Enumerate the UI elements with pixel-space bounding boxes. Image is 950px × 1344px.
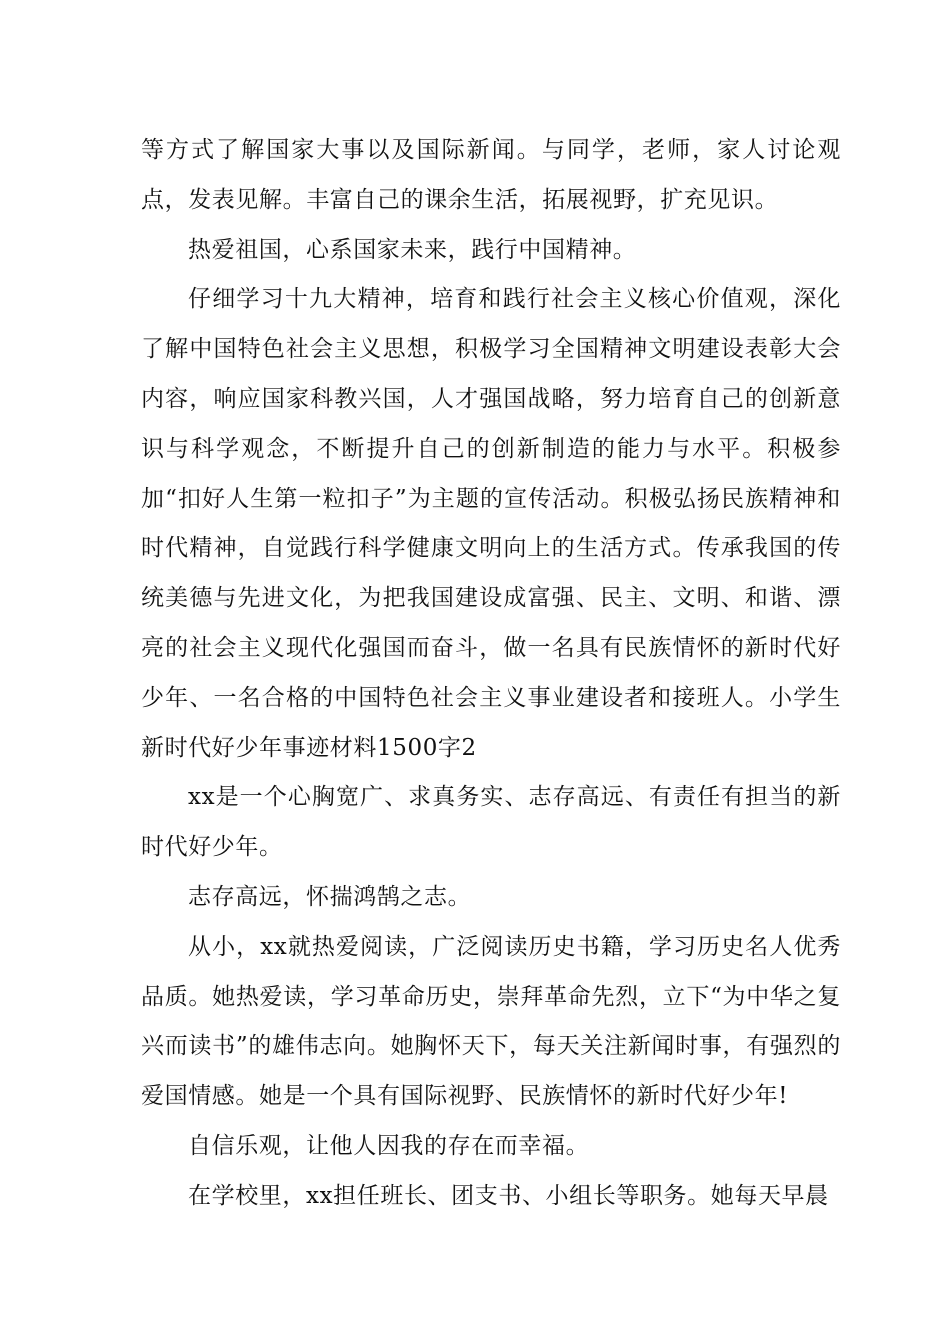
paragraph-3: 仔细学习十九大精神，培育和践行社会主义核心价值观，深化了解中国特色社会主义思想，积极学习全国精神文明建设表彰大会内容，响应国家科教兴国，人才强国战略，努力培育自己的创新意识与科学观念，不断提升自己的创新制造的能力与水平。积极参加“扣好人生第一粒扣子”为主题的宣传活动。积极弘扬民族精神和时代精神，自觉践行科学健康文明向上的生活方式。传承我国的传统美德与先进文化，为把我国建设成富强、民主、文明、和谐、漂亮的社会主义现代化强国而奋斗，做一名具有民族情怀的新时代好少年、一名合格的中国特色社会主义事业建设者和接班人。小学生新时代好少年事迹材料1500字2 <box>141 286 841 761</box>
paragraph-7: 自信乐观，让他人因我的存在而幸福。 <box>188 1132 590 1159</box>
document-body <box>141 126 841 1222</box>
paragraph-8: 在学校里，xx担任班长、团支书、小组长等职务。她每天早晨 <box>188 1182 829 1209</box>
paragraph-1: 等方式了解国家大事以及国际新闻。与同学，老师，家人讨论观点，发表见解。丰富自己的课余生活，拓展视野，扩充见识。 <box>141 137 841 213</box>
paragraph-4: xx是一个心胸宽广、求真务实、志存高远、有责任有担当的新时代好少年。 <box>141 784 841 861</box>
paragraph-6: 从小，xx就热爱阅读，广泛阅读历史书籍，学习历史名人优秀品质。她热爱读，学习革命历史，崇拜革命先烈，立下“为中华之复兴而读书”的雄伟志向。她胸怀天下，每天关注新闻时事，有强烈的爱国情感。她是一个具有国际视野、民族情怀的新时代好少年! <box>141 933 841 1110</box>
paragraph-2: 热爱祖国，心系国家未来，践行中国精神。 <box>188 236 637 263</box>
paragraph-5: 志存高远，怀揣鸿鹄之志。 <box>188 883 472 910</box>
